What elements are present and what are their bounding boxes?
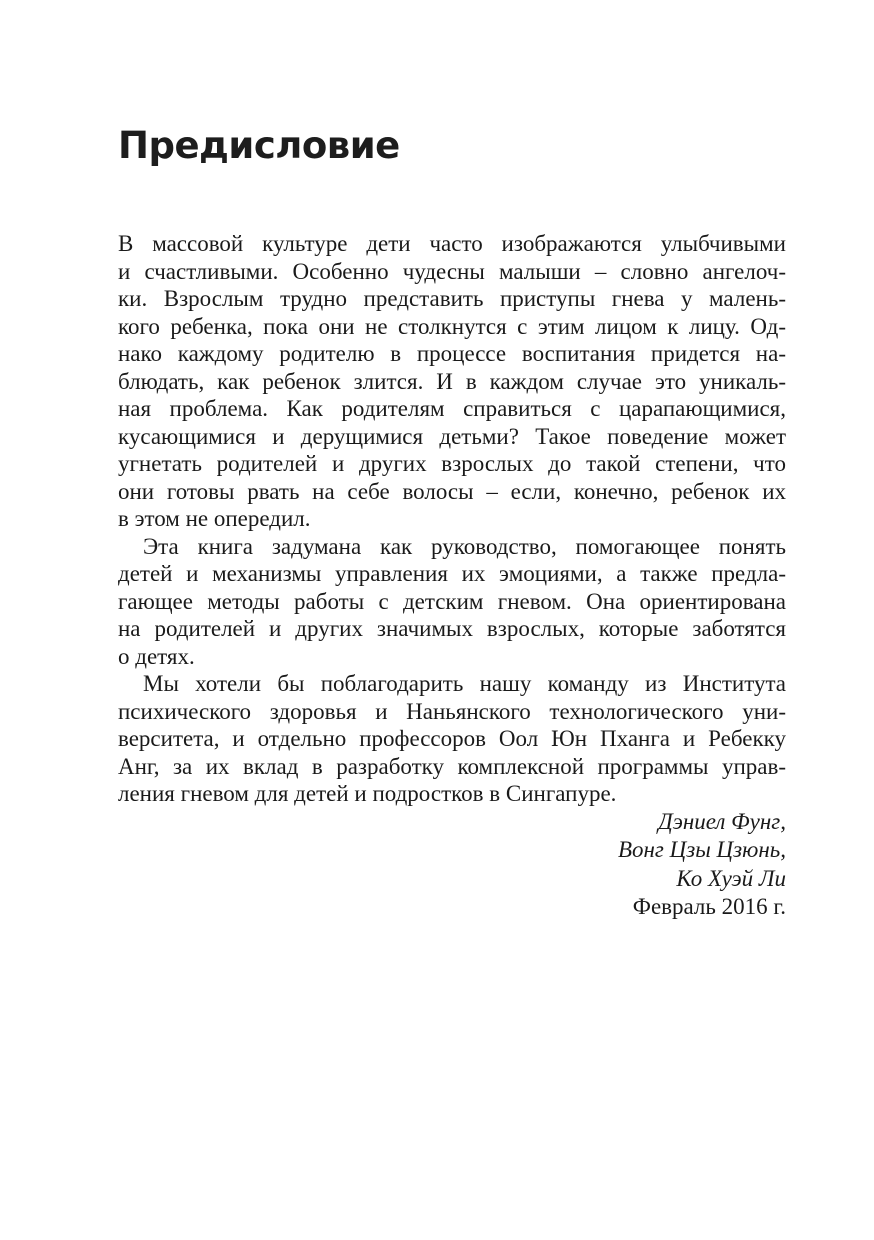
text-line: ная проблема. Как родителям справиться с царапающимися, [118,396,786,421]
text-line: блюдать, как ребенок злится. И в каждом случае это уникаль- [118,368,786,394]
text-line: ки. Взрослым трудно представить приступы гнева у малень- [118,286,786,311]
text-line: и счастливыми. Особенно чудесны малыши – словно ангелоч- [118,258,786,284]
signature-date: Февраль 2016 г. [632,894,786,919]
page-title: Предисловие [118,124,400,167]
paragraph-1 [118,230,786,533]
author-name: Дэниел Фунг, [658,808,786,834]
text-line: кого ребенка, пока они не столкнутся с этим лицом к лицу. Од- [118,313,786,339]
signature-block [118,808,786,922]
text-line: о детях. [118,643,195,669]
author-name: Вонг Цзы Цзюнь, [617,837,786,862]
text-line: кусающимися и дерущимися детьми? Такое поведение может [118,423,786,449]
text-line: Эта книга задумана как руководство, помогающее понять [143,533,786,559]
text-line: Мы хотели бы поблагодарить нашу команду из Института [143,671,786,696]
text-line: ления гневом для детей и подростков в Сингапуре. [118,781,617,806]
text-line: В массовой культуре дети часто изображаются улыбчивыми [118,231,786,256]
text-line: гающее методы работы с детским гневом. Она ориентирована [118,588,786,614]
text-line: психического здоровья и Наньянского технологического уни- [118,698,786,724]
paragraph-3 [118,670,786,808]
text-line: детей и механизмы управления их эмоциями, а также предла- [118,561,786,586]
text-line: они готовы рвать на себе волосы – если, конечно, ребенок их [118,478,786,504]
paragraph-2 [118,533,786,671]
text-line: угнетать родителей и других взрослых до такой степени, что [118,451,786,476]
text-line: верситета, и отдельно профессоров Оол Юн Пханга и Ребекку [118,726,786,751]
text-line: нако каждому родителю в процессе воспитания придется на- [118,341,786,366]
text-line: в этом не опередил. [118,506,311,531]
preface-body [118,230,786,922]
author-name: Ко Хуэй Ли [676,865,786,891]
text-line: на родителей и других значимых взрослых, которые заботятся [118,616,786,641]
text-line: Анг, за их вклад в разработку комплексной программы управ- [118,753,786,779]
